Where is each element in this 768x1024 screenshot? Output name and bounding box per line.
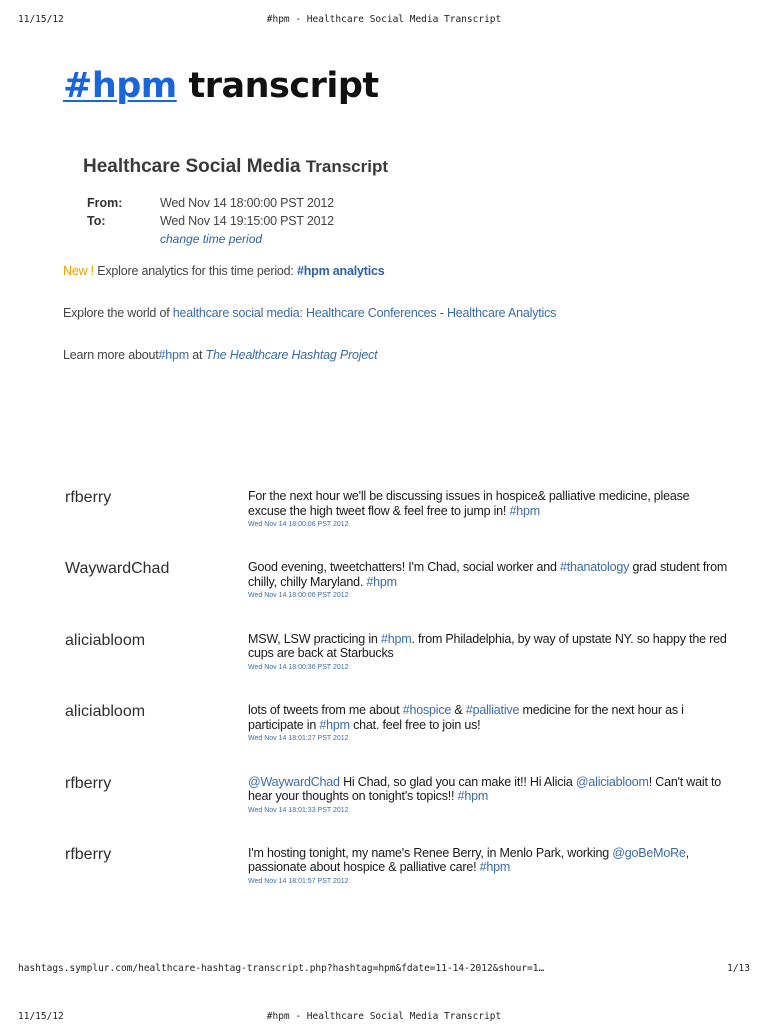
mention-link[interactable]: @goBeMoRe [612,845,686,860]
hashtag-link[interactable]: #hpm [366,574,397,589]
tweet-username[interactable]: WaywardChad [65,560,170,578]
tweet-text: Good evening, tweetchatters! I'm Chad, social worker and #thanatology grad student from chilly, chilly Maryland. #hpm [248,560,728,589]
tweet [65,700,725,771]
explore-line [63,306,556,320]
print-header-next-page [0,1011,768,1024]
tweet-username[interactable]: aliciabloom [65,631,146,649]
page-title [63,66,379,106]
tweet-username[interactable]: rfberry [65,489,112,506]
tweet-timestamp[interactable]: Wed Nov 14 18:00:36 PST 2012 [248,663,349,671]
page-title-text: transcript [188,66,379,106]
conferences-link[interactable]: healthcare social media: Healthcare Conferences [172,306,437,320]
change-time-period-link[interactable]: change time period [160,232,263,246]
tweet-text: @WaywardChad Hi Chad, so glad you can make it!! Hi Alicia @aliciabloom! Can't wait to hear your thoughts on tonight's topics!! #hpm [248,774,722,804]
hashtag-link[interactable]: #hpm [380,631,412,646]
tweet-username[interactable]: rfberry [65,845,112,863]
hashtag-link[interactable]: #palliative [465,703,520,718]
print-url: hashtags.symplur.com/healthcare-hashtag-transcript.php?hashtag=hpm&fdate=11-14-2012&shour=1… [18,963,545,974]
transcript-heading [83,156,388,178]
print-header [0,14,768,34]
print-date: 11/15/12 [18,14,64,25]
learn-prefix: Learn more about [63,348,159,362]
hashtag-link[interactable]: #hpm [457,789,489,804]
tweet [65,557,728,628]
print-title: #hpm - Healthcare Social Media Transcript [266,14,502,25]
tweet-timestamp[interactable]: Wed Nov 14 18:00:06 PST 2012 [248,521,349,528]
tweet-username[interactable]: rfberry [65,774,112,792]
analytics-line [63,264,385,278]
to-label: To: [87,214,106,228]
tweet-timestamp[interactable]: Wed Nov 14 18:01:57 PST 2012 [248,877,349,885]
print-date: 11/15/12 [18,1011,64,1022]
tweet-text: For the next hour we'll be discussing issues in hospice& palliative medicine, please excuse the high tweet flow & feel free to jump in! #hpm [248,489,690,518]
hashtag-link[interactable]: #hpm [63,66,177,106]
tweet [65,772,725,843]
hashtag-link[interactable]: #hpm [479,860,511,875]
print-page-number: 1/13 [727,963,750,974]
tweet-timestamp[interactable]: Wed Nov 14 18:01:33 PST 2012 [248,806,349,814]
from-label: From: [87,196,123,210]
print-title: #hpm - Healthcare Social Media Transcript [266,1011,502,1022]
print-footer [0,963,768,983]
learn-at: at [192,348,203,362]
from-value: Wed Nov 14 18:00:00 PST 2012 [160,196,334,210]
new-badge: New ! [63,264,94,278]
hashtag-link[interactable]: #thanatology [559,560,630,575]
tweet-text: I'm hosting tonight, my name's Renee Berry, in Menlo Park, working @goBeMoRe, passionate about hospice & palliative care! #hpm [248,845,689,875]
hashtag-link[interactable]: #hospice [402,703,452,718]
mention-link[interactable]: @WaywardChad [248,774,340,789]
learn-hashtag-link[interactable]: #hpm [158,348,189,362]
tweet-list [65,486,728,914]
tweet [65,486,725,557]
mention-link[interactable]: @aliciabloom [575,774,649,789]
hashtag-project-link[interactable]: The Healthcare Hashtag Project [205,348,378,362]
transcript-heading-small: Transcript [305,157,389,176]
tweet-timestamp[interactable]: Wed Nov 14 18:00:06 PST 2012 [248,592,349,600]
tweet-timestamp[interactable]: Wed Nov 14 18:01:27 PST 2012 [248,735,349,743]
explore-separator: - [439,306,444,320]
analytics-prefix: Explore analytics for this time period: [97,264,294,278]
time-period [87,196,334,250]
hashtag-link[interactable]: #hpm [509,503,540,518]
tweet [65,629,725,700]
explore-prefix: Explore the world of [63,306,170,320]
analytics-world-link[interactable]: Healthcare Analytics [446,306,557,320]
tweet-username[interactable]: aliciabloom [65,703,146,721]
to-value: Wed Nov 14 19:15:00 PST 2012 [160,214,334,228]
analytics-link[interactable]: #hpm analytics [296,264,385,278]
tweet [65,843,725,914]
tweet-text: lots of tweets from me about #hospice & #palliative medicine for the next hour as i participate in #hpm chat. feel free to join us! [248,703,684,732]
hashtag-link[interactable]: #hpm [319,717,350,732]
tweet-text: MSW, LSW practicing in #hpm. from Philadelphia, by way of upstate NY. so happy the red cups are back at Starbucks [248,631,727,661]
learn-line [63,348,377,362]
transcript-heading-main: Healthcare Social Media [83,156,301,177]
